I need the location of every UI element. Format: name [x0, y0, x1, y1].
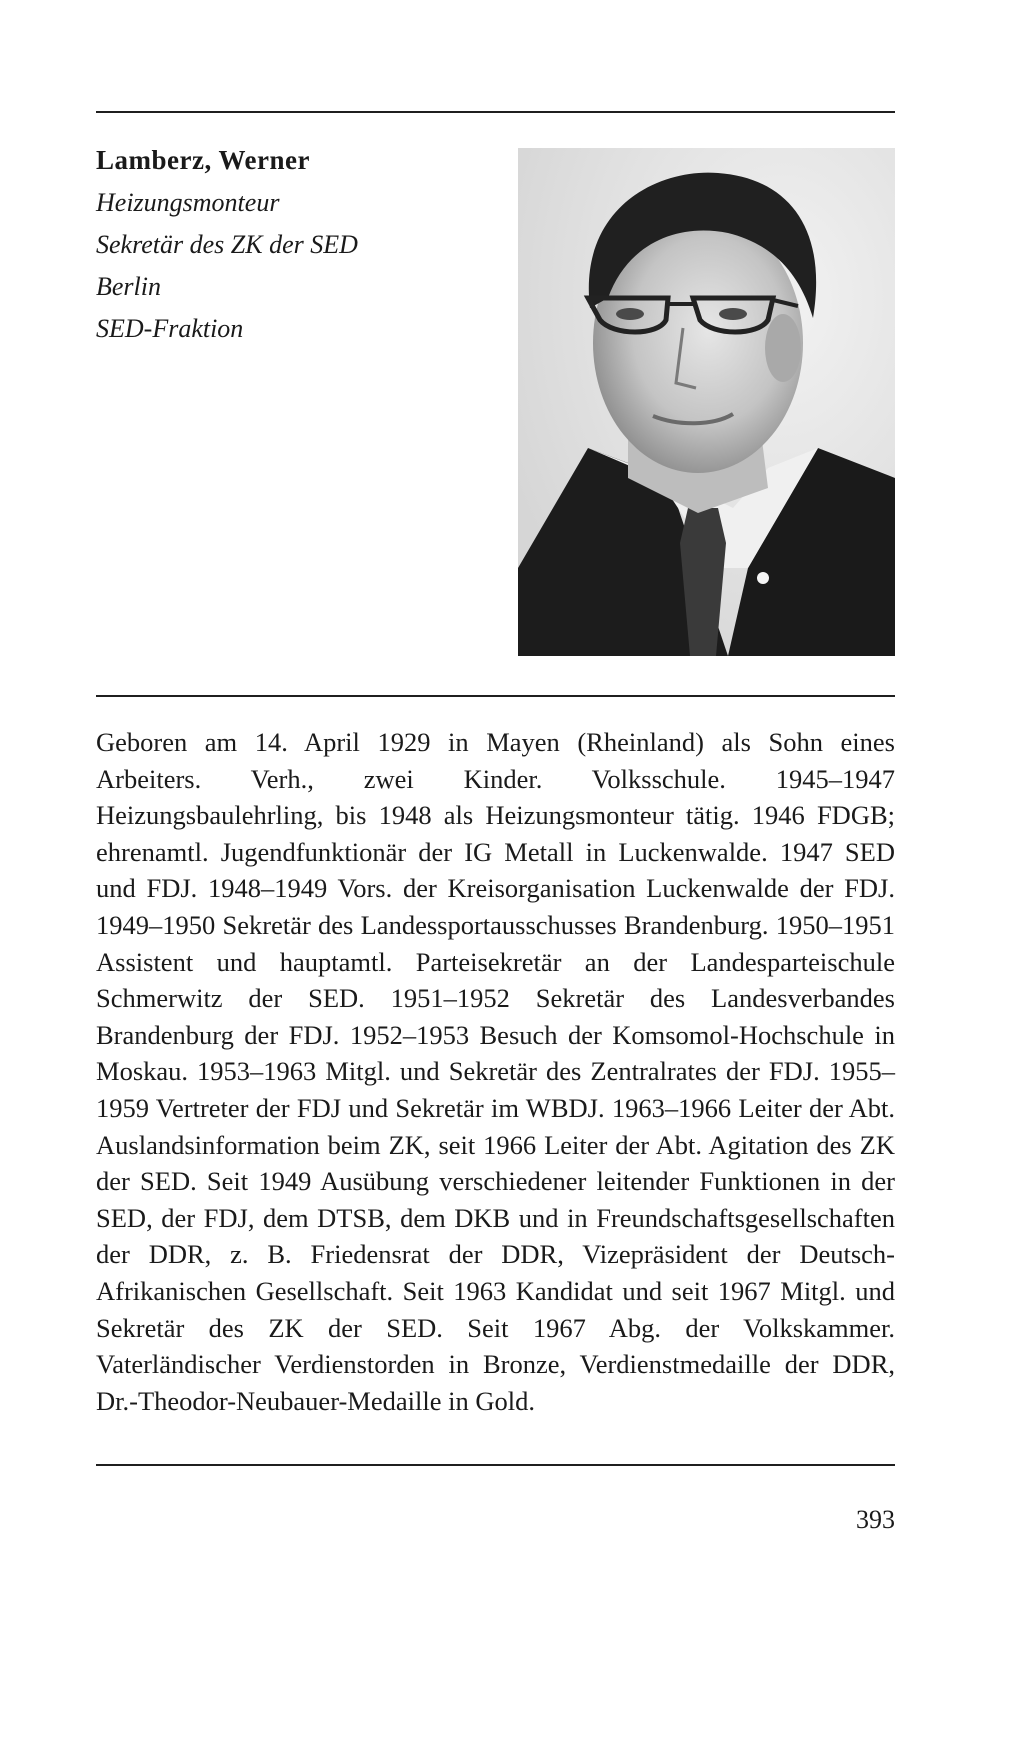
- biography-text: Geboren am 14. April 1929 in Mayen (Rheinland) als Sohn eines Arbeiters. Verh., zwei Kinder. Volksschule. 1945–1947 Heizungsbaulehrling, bis 1948 als Heizungsmonteur tätig. 1946 FDGB; ehrenamtl. Jugendfunktionär der IG Metall in Luckenwalde. 1947 SED und FDJ. 1948–1949 Vors. der Kreisorganisation Luckenwalde der FDJ. 1949–1950 Sekretär des Landessportausschusses Brandenburg. 1950–1951 Assistent und hauptamtl. Parteisekretär an der Landesparteischule Schmerwitz der SED. 1951–1952 Sekretär des Landesverbandes Brandenburg der FDJ. 1952–1953 Besuch der Komsomol-Hochschule in Moskau. 1953–1963 Mitgl. und Sekretär des Zentralrates der FDJ. 1955–1959 Vertreter der FDJ und Sekretär im WBDJ. 1963–1966 Leiter der Abt. Auslandsinformation beim ZK, seit 1966 Leiter der Abt. Agitation des ZK der SED. Seit 1949 Ausübung verschiedener leitender Funktionen in der SED, der FDJ, dem DTSB, dem DKB und in Freundschaftsgesellschaften der DDR, z. B. Friedensrat der DDR, Vizepräsident der Deutsch-Afrikanischen Gesellschaft. Seit 1963 Kandidat und seit 1967 Mitgl. und Sekretär des ZK der SED. Seit 1967 Abg. der Volkskammer. Vaterländischer Verdienstorden in Bronze, Verdienstmedaille der DDR, Dr.-Theodor-Neubauer-Medaille in Gold.: [96, 727, 895, 1416]
- faction: SED-Fraktion: [96, 314, 244, 343]
- entry-header: [96, 140, 516, 350]
- portrait-photo: [518, 148, 895, 656]
- profession: Heizungsmonteur: [96, 188, 280, 217]
- middle-divider: [96, 695, 895, 697]
- person-name: Lamberz, Werner: [96, 145, 310, 175]
- constituency: Berlin: [96, 272, 161, 301]
- position: Sekretär des ZK der SED: [96, 230, 358, 259]
- top-divider: [96, 111, 895, 113]
- portrait-illustration: [518, 148, 895, 656]
- page-number: 393: [856, 1505, 895, 1534]
- bottom-divider: [96, 1464, 895, 1466]
